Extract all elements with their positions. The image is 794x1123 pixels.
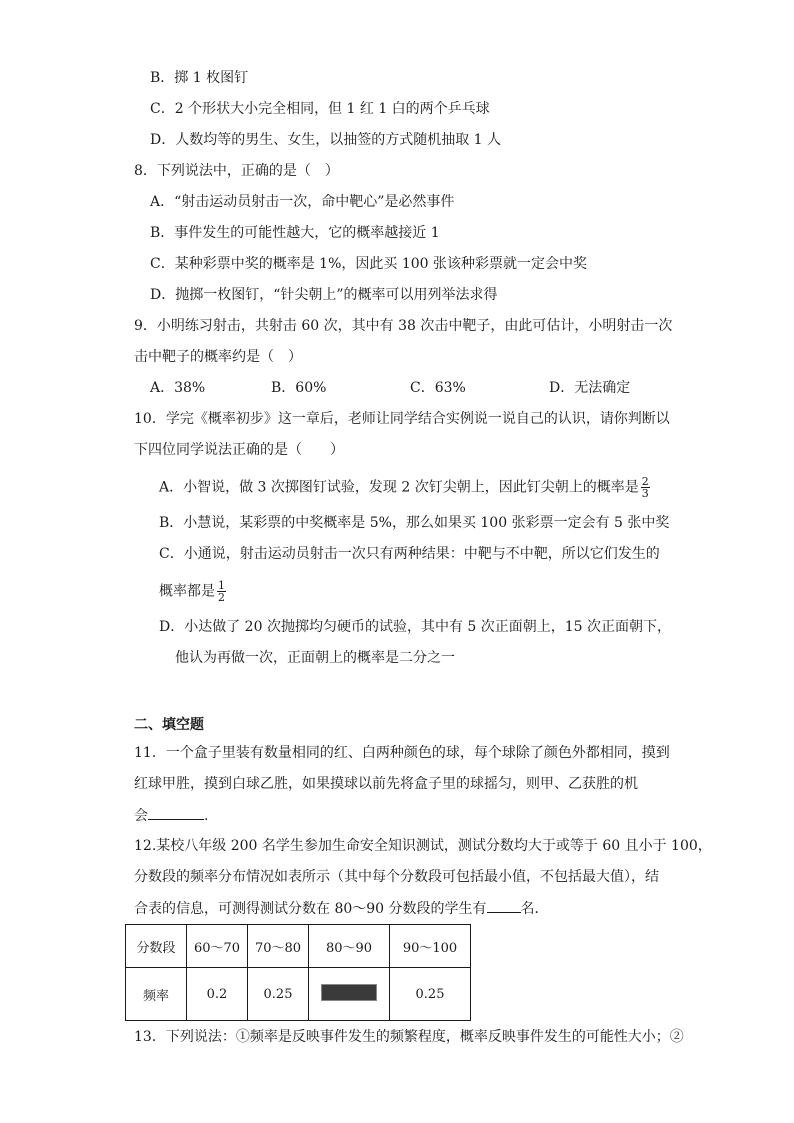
table-cell: 80～90	[309, 925, 390, 968]
q10-option-b: B．小慧说，某彩票的中奖概率是 5%，那么如果买 100 张彩票一定会有 5 张中奖	[159, 515, 670, 531]
q8-stem: 8．下列说法中，正确的是（ ）	[134, 163, 339, 179]
section-title-fill-in: 二、填空题	[134, 717, 204, 733]
q9-option-b: B．60%	[271, 380, 327, 396]
q7-option-c: C．2 个形状大小完全相同，但 1 红 1 白的两个乒乓球	[150, 101, 490, 117]
table-cell: 60～70	[187, 925, 248, 968]
fraction-numerator: 2	[641, 475, 649, 488]
q7-option-b: B．掷 1 枚图钉	[150, 70, 249, 86]
q9-option-a: A．38%	[150, 380, 206, 396]
q11-answer-blank[interactable]	[148, 805, 204, 820]
q8-option-c: C．某种彩票中奖的概率是 1%，因此买 100 张该种彩票就一定会中奖	[150, 256, 587, 272]
frequency-table	[125, 924, 471, 1021]
q12-answer-blank[interactable]	[487, 898, 521, 913]
q10-option-d-line1: D．小达做了 20 次抛掷均匀硬币的试验，其中有 5 次正面朝上，15 次正面朝下，	[159, 619, 672, 635]
table-cell-obscured	[309, 968, 390, 1021]
fraction-one-half	[217, 580, 226, 603]
table-cell: 70～80	[248, 925, 309, 968]
q8-option-b: B．事件发生的可能性越大，它的概率越接近 1	[150, 225, 440, 241]
q9-option-c: C．63%	[410, 380, 466, 396]
q9-stem-line2: 击中靶子的概率约是（ ）	[134, 349, 302, 365]
table-header-cell: 频率	[126, 968, 187, 1021]
q10-option-d-line2: 他认为再做一次，正面朝上的概率是二分之一	[175, 650, 455, 666]
q10-option-c-line1: C．小通说，射击运动员射击一次只有两种结果：中靶与不中靶，所以它们发生的	[159, 546, 660, 562]
q11-line3-suffix: .	[204, 808, 209, 824]
q7-option-d: D．人数均等的男生、女生，以抽签的方式随机抽取 1 人	[150, 132, 502, 148]
q8-option-d: D．抛掷一枚图钉，“针尖朝上”的概率可以用列举法求得	[150, 287, 498, 303]
q10-stem-line1: 10．学完《概率初步》这一章后，老师让同学结合实例说一说自己的认识，请你判断以	[134, 411, 670, 427]
q10-option-a-text: A．小智说，做 3 次掷图钉试验，发现 2 次钉尖朝上，因此钉尖朝上的概率是	[159, 479, 639, 496]
q9-stem-line1: 9．小明练习射击，共射击 60 次，其中有 38 次击中靶子，由此可估计，小明射击一次	[134, 318, 673, 334]
q10-option-a	[159, 476, 650, 499]
q12-line3-suffix: 名．	[520, 901, 549, 917]
table-header-cell: 分数段	[126, 925, 187, 968]
fraction-denominator: 3	[641, 487, 649, 500]
q9-option-d: D．无法确定	[549, 380, 631, 396]
q8-option-a: A．“射击运动员射击一次，命中靶心”是必然事件	[150, 194, 455, 210]
obscured-value-smudge	[321, 984, 377, 1001]
fraction-numerator: 1	[218, 579, 225, 592]
table-row	[126, 925, 471, 968]
table-cell: 90～100	[390, 925, 471, 968]
q11-line2: 红球甲胜，摸到白球乙胜，如果摸球以前先将盒子里的球摇匀，则甲、乙获胜的机	[134, 776, 638, 792]
q11-line1: 11．一个盒子里装有数量相同的红、白两种颜色的球，每个球除了颜色外都相同，摸到	[134, 745, 670, 761]
q10-option-c-line2	[159, 580, 226, 603]
q11-line3	[134, 805, 208, 826]
q12-line2: 分数段的频率分布情况如表所示（其中每个分数段可包括最小值，不包括最大值），结	[134, 869, 659, 885]
q13-line1: 13．下列说法：①频率是反映事件发生的频繁程度，概率反映事件发生的可能性大小；②	[134, 1029, 684, 1045]
q12-line3	[134, 898, 549, 919]
table-row	[126, 968, 471, 1021]
table-cell: 0.25	[248, 968, 309, 1021]
fraction-denominator: 2	[218, 591, 225, 604]
table-cell: 0.25	[390, 968, 471, 1021]
q12-line3-prefix: 合表的信息，可测得测试分数在 80～90 分数段的学生有	[134, 901, 487, 917]
q10-stem-line2: 下四位同学说法正确的是（ ）	[134, 442, 344, 458]
q11-line3-prefix: 会	[134, 808, 148, 824]
q12-line1: 12.某校八年级 200 名学生参加生命安全知识测试，测试分数均大于或等于 60 且小于 100，	[134, 838, 712, 854]
fraction-two-thirds	[641, 476, 650, 499]
table-cell: 0.2	[187, 968, 248, 1021]
q10-option-c-text: 概率都是	[159, 583, 215, 600]
